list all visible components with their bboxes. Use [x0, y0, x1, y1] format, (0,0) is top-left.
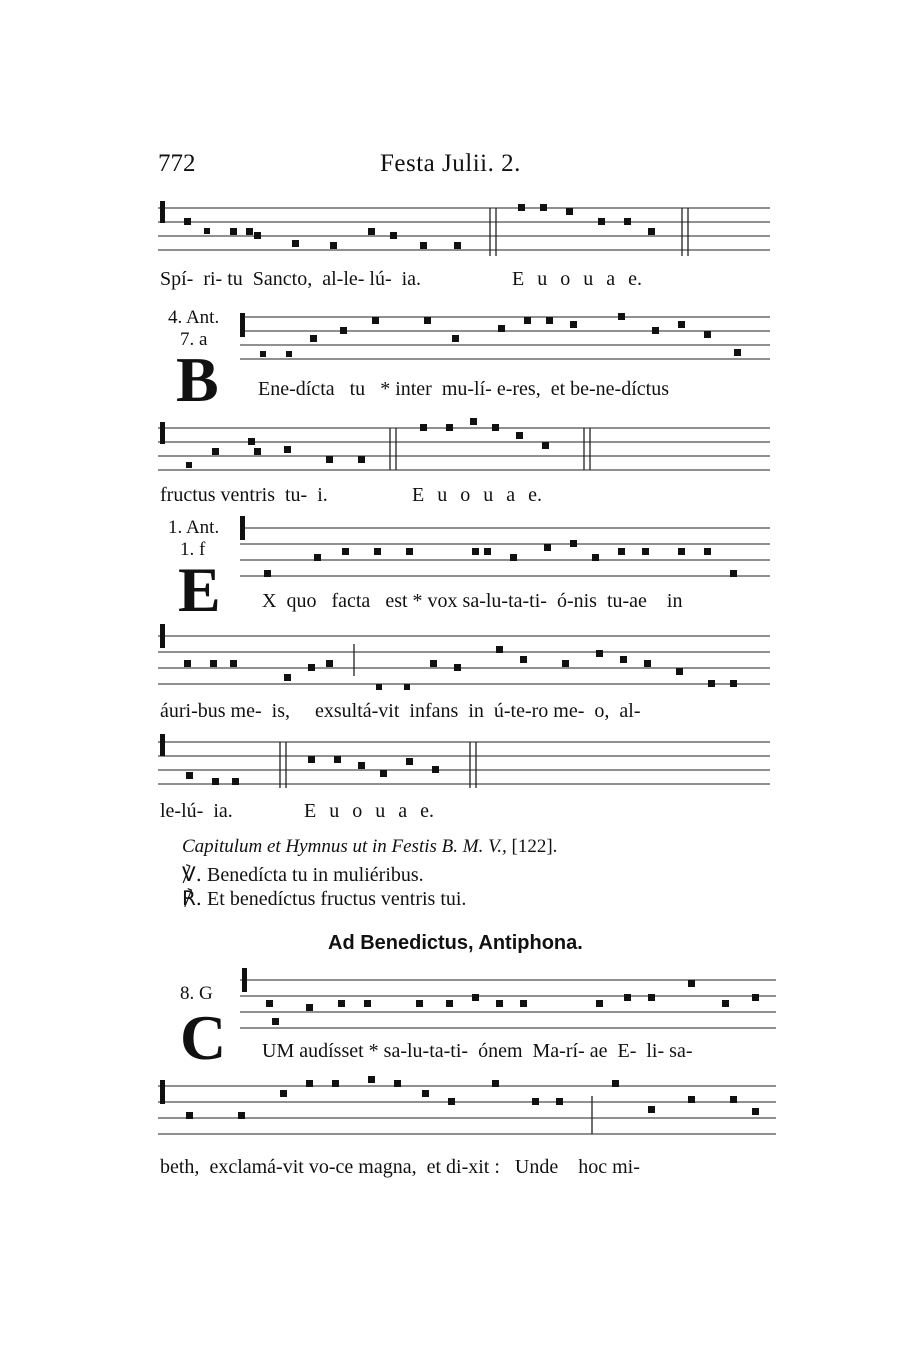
euouae-syllable: a: [398, 800, 408, 822]
lyric-syllable: in: [468, 700, 484, 722]
lyrics-benedictus-line2: [160, 1156, 640, 1179]
section-heading: Ad Benedictus, Antiphona.: [328, 932, 583, 954]
euouae-syllable: E: [304, 800, 317, 822]
mode-label: 8. G: [180, 983, 213, 1004]
versicle-line: [182, 862, 424, 887]
lyric-syllable: infans: [409, 700, 459, 722]
lyric-syllable: ventris: [220, 484, 275, 506]
lyric-syllable: ó-nis: [556, 590, 597, 612]
lyric-syllable: Spí-: [160, 268, 194, 290]
lyric-syllable: in: [666, 590, 683, 612]
running-title: Festa Julii. 2.: [380, 150, 521, 177]
lyric-syllable: * inter: [380, 378, 432, 400]
lyric-syllable: li-: [646, 1040, 665, 1062]
lyric-syllable: Sancto,: [252, 268, 313, 290]
lyric-syllable: al-: [619, 700, 641, 722]
lyric-syllable: Ma-rí-: [532, 1040, 585, 1062]
lyric-syllable: Ene-dícta: [258, 378, 335, 400]
capitulum-rubric: [182, 836, 557, 858]
initial-letter: E: [178, 554, 221, 625]
lyric-syllable: vo-ce: [308, 1156, 354, 1178]
lyrics-antiphon1-line3: [160, 800, 233, 823]
euouae-syllable: u: [483, 484, 494, 506]
euouae-syllable: e.: [420, 800, 434, 822]
lyric-syllable: audísset: [299, 1040, 364, 1062]
antiphon-number: 1. Ant.: [168, 517, 220, 538]
lyric-syllable: quo: [286, 590, 317, 612]
lyric-syllable: mu-lí-: [441, 378, 492, 400]
lyric-syllable: al-le-: [322, 268, 365, 290]
euouae-syllable: a: [506, 484, 516, 506]
mode-label: 7. a: [180, 329, 208, 350]
lyric-syllable: ónem: [478, 1040, 523, 1062]
lyric-syllable: is,: [271, 700, 290, 722]
lyric-syllable: tu-ae: [606, 590, 647, 612]
lyric-syllable: sa-: [669, 1040, 693, 1062]
page-number: 772: [158, 150, 196, 177]
euouae-syllable: a: [606, 268, 616, 290]
lyric-syllable: ú-te-ro: [493, 700, 549, 722]
euouae-syllable: u: [437, 484, 448, 506]
lyric-syllable: Unde: [514, 1156, 559, 1178]
euouae-syllable: u: [583, 268, 594, 290]
staff-benedictus-line1: [240, 964, 776, 1036]
lyric-syllable: vox: [427, 590, 458, 612]
lyric-syllable: fructus: [160, 484, 216, 506]
lyric-syllable: hoc: [578, 1156, 608, 1178]
lyric-syllable: áuri-bus: [160, 700, 226, 722]
antiphon-number: 4. Ant.: [168, 307, 220, 328]
lyric-syllable: UM: [262, 1040, 295, 1062]
euouae-syllable: o: [460, 484, 471, 506]
lyric-syllable: et: [426, 1156, 442, 1178]
staff-benedictus-line2: [158, 1076, 776, 1148]
euouae-syllable: u: [329, 800, 340, 822]
lyrics-benedictus-line1: [262, 1040, 692, 1063]
lyrics-antiphon4-line2: [160, 484, 328, 507]
lyric-syllable: sa-lu-ta-ti-: [462, 590, 547, 612]
euouae-antiphon1: [304, 800, 434, 823]
staff-antiphon1-line3: [158, 732, 770, 794]
response-text: Et benedíctus fructus ventris tui.: [207, 888, 467, 910]
lyric-syllable: lú-: [369, 268, 392, 290]
euouae-syllable: E: [412, 484, 425, 506]
euouae-syllable: o: [560, 268, 571, 290]
lyric-syllable: di-xit :: [446, 1156, 500, 1178]
versicle-symbol: ℣.: [182, 862, 203, 886]
lyric-syllable: o,: [594, 700, 610, 722]
lyric-syllable: me-: [230, 700, 262, 722]
lyric-syllable: ia.: [213, 800, 233, 822]
lyric-syllable: * sa-lu-ta-ti-: [368, 1040, 469, 1062]
staff-system-1: [158, 196, 770, 266]
lyrics-line-1: [160, 268, 421, 291]
lyric-syllable: exsultá-vit: [314, 700, 400, 722]
euouae-antiphon4: [412, 484, 542, 507]
lyrics-antiphon4-line1: [258, 378, 669, 401]
lyrics-antiphon1-line1: [262, 590, 682, 613]
lyric-syllable: le-lú-: [160, 800, 204, 822]
staff-antiphon1-line2: [158, 624, 770, 694]
lyric-syllable: ri- tu: [203, 268, 243, 290]
lyric-syllable: X: [262, 590, 277, 612]
lyric-syllable: ae: [589, 1040, 608, 1062]
lyric-syllable: tu: [349, 378, 366, 400]
lyric-syllable: facta: [331, 590, 371, 612]
lyrics-antiphon1-line2: [160, 700, 640, 723]
staff-antiphon4-line1: [240, 305, 770, 371]
euouae-syllable: e.: [528, 484, 542, 506]
lyric-syllable: tu-: [284, 484, 308, 506]
lyric-syllable: exclamá-vit: [209, 1156, 304, 1178]
euouae-syllable: o: [352, 800, 363, 822]
staff-antiphon1-line1: [240, 514, 770, 584]
euouae-syllable: u: [537, 268, 548, 290]
lyric-syllable: mi-: [612, 1156, 640, 1178]
lyric-syllable: i.: [317, 484, 328, 506]
capitulum-text: Capitulum et Hymnus ut in Festis B. M. V.,: [182, 836, 507, 857]
page-reference: [122].: [511, 836, 558, 857]
lyric-syllable: ia.: [401, 268, 422, 290]
lyric-syllable: be-ne-díctus: [570, 378, 669, 400]
versicle-text: Benedícta tu in muliéribus.: [207, 864, 424, 886]
lyric-syllable: E-: [617, 1040, 637, 1062]
lyric-syllable: e-res,: [496, 378, 541, 400]
response-symbol: ℟.: [182, 886, 203, 910]
lyric-syllable: est *: [385, 590, 423, 612]
mode-label: 1. f: [180, 539, 206, 560]
initial-letter: C: [180, 1002, 227, 1073]
euouae-syllable: E: [512, 268, 525, 290]
euouae-syllable: u: [375, 800, 386, 822]
lyric-syllable: magna,: [358, 1156, 417, 1178]
euouae-syllable: e.: [628, 268, 642, 290]
response-line: [182, 886, 466, 911]
lyric-syllable: et: [550, 378, 566, 400]
lyric-syllable: beth,: [160, 1156, 200, 1178]
lyric-syllable: me-: [553, 700, 585, 722]
euouae-line-1: [512, 268, 642, 291]
initial-letter: B: [176, 344, 219, 415]
staff-antiphon4-line2: [158, 418, 770, 480]
